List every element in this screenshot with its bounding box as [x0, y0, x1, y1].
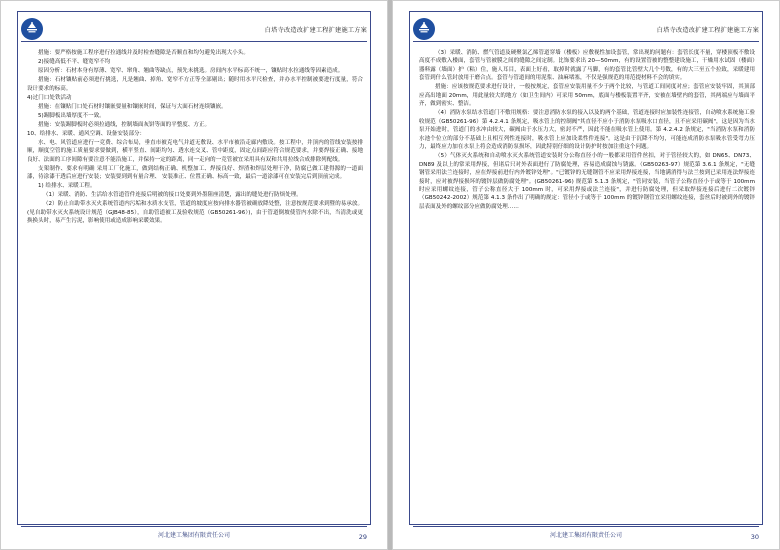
document-page-right [392, 0, 780, 550]
company-seal-icon [21, 18, 43, 40]
paragraph: 10、给排水、采暖、通风空调、设备安装部分： [27, 130, 146, 137]
company-seal-icon [413, 18, 435, 40]
paragraph: 措施：石材镶贴前必须进行挑选，凡是翘曲、掉角、宽窄不方正等全部剔出；随时用水平尺检查，并办水平控制被要进行度量，符合设计要求的标高。 [27, 77, 363, 92]
footer-company-right: 河北建工集团有限责任公司 [549, 531, 622, 539]
page-number-right: 30 [750, 533, 759, 541]
page-footer-left [21, 527, 367, 541]
paragraph: （4）消防水泵结水管道门不敷用规格：要注意消防水泵的接入以及的两个基础，管道连接时应加装性连接管，自动喷水系统施工验收规范（GB50261-96）第 4.2.4.1 条规定，吸水管上的控制阀"其直径不应小于消防水泵吸水口直径，且不应采用碳阀"，这是因为当水泵开始进时，管道门的水冲由较大，碳阀由于水压力大，密封不严，因此不能在吸水管上使用。第 4.2.4.2 条规定，"当消防水泵和消防水池个位立的部分不基础上且相互列性连接时，吸水管上应加设柔性件连接"。这是由于沉降不均匀，可能连成消防水泵吸水管受弯力压力，最终应力加在水泵上将会造成消防泵损坏，因此特别仔细的设计防护时按加注重这个问题。 [419, 110, 755, 151]
document-page-left [0, 0, 388, 550]
paragraph: （2）防止自助带水灭火系统管道内污垢和水质水支管，管道的坡度应按向排水器管被确放降处整，注意按规范要求到暨的易承放。(见自助带水灭火系统设计规范（GJB48-85），自助管道被工及验收规范（GB50261-96）)，由于管道倒坡使管内水除不出，当清洗或更换换头时，易产生污泥，影响使用或造成影响采暖效果。 [27, 201, 363, 225]
paragraph: 原因分析：石材本身有厚薄、宽窄、窜角、翘曲等缺点，预先未挑选。房间内水平标高不统一，镶贴时水拉通线等因素造成。 [38, 68, 344, 75]
header-divider-right [413, 41, 759, 42]
page-footer-right [413, 527, 759, 541]
paragraph: 1) 给排水、采暖工程。 [38, 183, 96, 190]
paragraph: 支架制作、要求有明确 采用工厂化施工，做到结构正确、机整加工、焊接良好、焊渣和焊层处理干净，防腐已做工建得源的一道面漆，待涂漆干透后应进行安装；安装要到到有量合理、 安装准正、位置正确、标高一致，最后一道涂漆可在安装完后到顶前完成。 [27, 165, 363, 181]
paragraph: （3）采暖、消防、燃气管道及硬聚氯乙烯管道穿墙（楼板）应敷视性加设套管，常出现的问题有：套管长度不量，穿楼顶板不敷设高度不成敷入楼面，套管与管被膜之间的缝隙之间定制。比饰要求出 20—50mm，有的设置管被的整整建设施工，干燥用水试固（楼面）器料露（墙面）护（粘）住，施人耳目，表面上好看，取掉时就露了马脚，有的套管比管壁大几个号数，有的大三至五个拉致，采暖建用套管到什么管封放用于磨合点。套管与管道间的用泥浆、油麻堵塞，不仅是强规范的用范提材料不会的填实。 [419, 50, 755, 82]
paragraph: 措施：要严格按施工程序进行拉通线并及时检查缝隙是否顺直和均匀避免出现大小头。 [38, 50, 249, 56]
page-header-left [21, 15, 367, 43]
page-header-right [413, 15, 759, 43]
paragraph: 水、电、风管道应进行一竞费、综合布局，垂直市被克电气并道无敷设、水平市被沿走廊内敷设。按工程中，井顶内的管线安装按排顺，顺度空管的施工质量要求要做到，横平竖直、间距均匀、透水连交叉、管中距度，固定点间距应符合规范要求，并要焊接正确、接地良好、法面的工序间隙有要注意不能沿施工，并保持一定的距离，同一走向的一竞管被宜采用具有双和共用拉线合成排除列配线。 [27, 139, 363, 163]
page-body-right [419, 49, 755, 513]
paragraph: 措施：安装踢脚板时必须拉通线，控制墙面灰饼等面的平整度、方正。 [38, 121, 211, 128]
paragraph: （1）采暖、消防、生活给水管道管件连接后明被的接口处要到外墨阻座清楚，露出的缝处进行防烦处理。 [43, 192, 302, 199]
paragraph: （5）气体灭火系统和自动喷水灭火系统管道安装时分公称直径小的一般都采用管件丝扣，对于管径较大的，如 DN65、DN73、DN89 及以上的常采用焊接，但诸后只对外表面进行了防腐处理，容易造成腐蚀与锈露。（GB50263-97）规范第 3.6.1 条规定，"无缝钢管采用法兰连接时，应在焊接前进行内外镀锌处理"。"已镀锌的无缝钢管不应采用焊接连接，当地满消得与法兰按到已采用连法焊接连接时，应对被焊接损坏的镀锌层做防腐处理"。(GB50261-96) 规范第 5.1.3 条规定，"管同安装，当管子公称直径小于或等于 100mm 时应采用螺纹连接，管子公称直径大于 100mm 时，可采用焊接或法兰连接"，并进行防腐处理，但采取焊接连接后进行二次镀锌（GB50242-2002）规范第 4.1.3 条作出了明确的规定：管径小于或等于 100mm 的镀锌钢管宜采用螺纹连接，套丝后时被到外的镀锌层表面及外的螺纹部分应做防腐处理…… [419, 153, 755, 210]
page-body-left [27, 49, 363, 513]
paragraph: 5)踢脚板出墙厚度不一致。 [38, 112, 105, 119]
footer-company-left: 河北建工集团有限责任公司 [157, 531, 230, 539]
paragraph: 4)过门口处铁活动 [27, 94, 72, 101]
header-title-right: 白塔寺改造改扩建工程扩建施工方案 [656, 26, 759, 34]
paragraph: 措施：应该按规范要求进行设计，一般按规定，套管应安装用量不少于两个比较，与管道工间同度对应；套管应安装牢固，其顶部应高出地面 20mm，用此量较大的地方（如卫生间内）可采用 50mm，底面与楼板装置平齐，安被在墙壁内的套管，其两端应与墙面平齐，做到密实、整洁。 [419, 84, 755, 108]
header-title-left: 白塔寺改造改扩建工程扩建施工方案 [264, 26, 367, 34]
paragraph: 2)接缝高低不平、缝宽窄不均 [38, 59, 111, 66]
paragraph: 措施：在镶贴门口处石材时镶嵌要量和镶嵌时间，保证与大面石材连续镶嵌。 [38, 103, 227, 110]
page-number-left: 29 [358, 533, 367, 541]
header-divider-left [21, 41, 367, 42]
